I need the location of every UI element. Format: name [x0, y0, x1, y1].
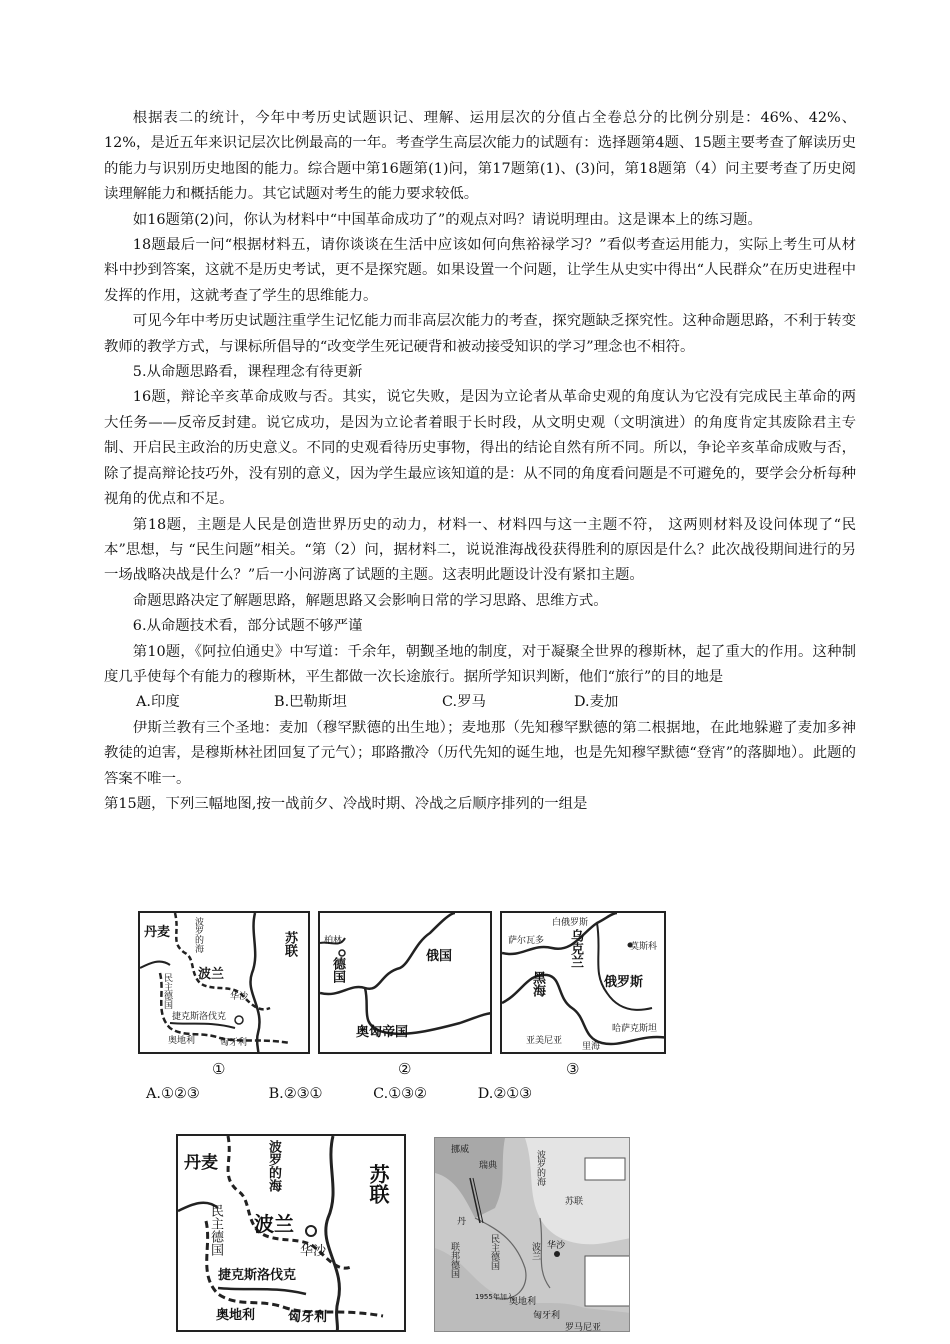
paragraph: 命题思路决定了解题思路，解题思路又会影响日常的学习思路、思维方式。	[132, 592, 608, 609]
label-note: 1955年加入	[475, 1293, 514, 1301]
label-baltic: 波罗的海	[535, 1150, 545, 1186]
label-austria: 奥地利	[216, 1308, 256, 1323]
label-baltic: 波罗的海	[266, 1140, 281, 1192]
label-black-sea: 黑海	[530, 971, 545, 997]
label-austria: 奥地利	[168, 1036, 196, 1046]
label-warsaw: 华沙	[547, 1241, 566, 1251]
label-ussr: 苏联	[366, 1164, 390, 1204]
label-gdr: 民主德国	[208, 1204, 223, 1256]
answer-c: C.①③②	[373, 1086, 427, 1102]
label-warsaw: 华沙	[230, 992, 249, 1002]
label-frg: 联邦德国	[449, 1242, 459, 1278]
map-number-1: ①	[212, 1060, 226, 1078]
paragraph: 第10题，《阿拉伯通史》中写道：千余年，朝觐圣地的制度，对于凝聚全世界的穆斯林，起了重大的作用。这种制度几乎使每个有能力的穆斯林，平生都做一次长途旅行。据所学知识判断，他们“旅行”的目的地是	[104, 643, 856, 685]
map-number-2: ②	[398, 1060, 412, 1078]
label-berlin: 柏林	[324, 936, 343, 946]
answer-d: D.②①③	[477, 1086, 533, 1102]
section-heading: 6.从命题技术看，部分试题不够严谨	[132, 618, 363, 635]
label-poland: 波兰	[530, 1242, 540, 1260]
label-gdr: 民主德国	[162, 973, 172, 1009]
label-austria: 奥地利	[509, 1297, 537, 1307]
map-number-3: ③	[566, 1060, 580, 1078]
label-czech: 捷克斯洛伐克	[218, 1268, 297, 1283]
label-hungary: 匈牙利	[220, 1038, 248, 1048]
paragraph: 第18题，主题是人民是创造世界历史的动力，材料一、材料四与这一主题不符， 这两则材料及设问体现了“民本”思想，与 “民生问题”相关。“第（2）问，据材料二，说说淮海战役获得胜利的原因是什么？此次战役期间进行的另一场战略决战是什么？”后一小问游离了试题的主题。这表明此题设计没有紧扣主题。	[104, 516, 856, 584]
paragraph: 16题，辩论辛亥革命成败与否。其实，说它失败，是因为立论者从革命史观的角度认为它没有完成民主革命的两大任务——反帝反封建。说它成功，是因为立论者着眼于长时段，从文明史观（文明演进）的角度肯定其废除君主专制、开启民主政治的历史意义。不同的史观看待历史事物，得出的结论自然有所不同。所以，争论辛亥革命成败与否，除了提高辩论技巧外，没有别的意义，因为学生最应该知道的是：从不同的角度看问题是不可避免的，要学会分析每种视角的优点和不足。	[104, 389, 856, 508]
paragraph: 如16题第(2)问，你认为材料中“中国革命成功了”的观点对吗？请说明理由。这是课本上的练习题。	[132, 211, 762, 228]
map-reference	[434, 1137, 630, 1332]
option-a: A.印度	[136, 694, 180, 711]
label-hungary: 匈牙利	[288, 1310, 328, 1325]
map-3	[500, 911, 666, 1054]
label-moscow: 莫斯科	[630, 942, 658, 952]
option-d: D.麦加	[574, 694, 619, 711]
label-baltic: 波罗的海	[193, 917, 203, 953]
map-2	[318, 911, 492, 1054]
answer-a: A.①②③	[146, 1086, 200, 1102]
label-hungary: 匈牙利	[533, 1311, 561, 1321]
map-1	[138, 911, 310, 1054]
label-caspian: 里海	[582, 1042, 601, 1052]
label-ukraine: 乌克兰	[568, 929, 583, 968]
answer-b: B.②③①	[268, 1086, 323, 1102]
label-warsaw: 华沙	[300, 1244, 327, 1259]
option-b: B.巴勒斯坦	[274, 694, 347, 711]
label-ussr: 苏联	[565, 1197, 584, 1207]
label-russia: 俄国	[426, 949, 453, 964]
section-heading: 5.从命题思路看，课程理念有待更新	[132, 364, 363, 381]
label-austria-hungary: 奥匈帝国	[356, 1025, 409, 1040]
label-kazakhstan: 哈萨克斯坦	[612, 1024, 658, 1034]
label-armenia: 亚美尼亚	[526, 1036, 563, 1046]
question-options	[104, 690, 856, 715]
map-1-enlarged	[176, 1134, 406, 1332]
label-sarajevo: 萨尔瓦多	[508, 936, 545, 946]
question-15: 第15题，下列三幅地图,按一战前夕、冷战时期、冷战之后顺序排列的一组是	[104, 795, 588, 812]
label-gdr: 民主德国	[489, 1234, 499, 1270]
paragraph: 伊斯兰教有三个圣地：麦加（穆罕默德的出生地）；麦地那（先知穆罕默德的第二根据地，在此地躲避了麦加多神教徒的迫害，是穆斯林社团回复了元气）；耶路撒冷（历代先知的诞生地，也是先知穆罕默德“登宵”的落脚地）。此题的答案不唯一。	[104, 719, 856, 787]
label-denmark: 丹麦	[184, 1153, 218, 1173]
option-c: C.罗马	[442, 694, 486, 711]
paragraph: 18题最后一问“根据材料五，请你谈谈在生活中应该如何向焦裕禄学习？”看似考查运用能力，实际上考生可从材料中抄到答案，这就不是历史考试，更不是探究题。如果设置一个问题，让学生从史实中得出“人民群众”在历史进程中发挥的作用，这就考查了学生的思维能力。	[104, 237, 856, 304]
paragraph: 根据表二的统计，今年中考历史试题识记、理解、运用层次的分值占全卷总分的比例分别是：46%、42%、12%，是近五年来识记层次比例最高的一年。考查学生高层次能力的试题有：选择题第4题、15题主要考查了解读历史的能力与识别历史地图的能力。综合题中第16题第(1)问，第17题第(1)、(3)问，第18题第（4）问主要考查了历史阅读理解能力和概括能力。其它试题对考生的能力要求较低。	[104, 110, 856, 203]
label-poland: 波兰	[198, 967, 225, 982]
label-ussr: 苏联	[282, 931, 297, 957]
label-denmark: 丹	[457, 1217, 467, 1227]
label-russia-3: 俄罗斯	[604, 975, 644, 990]
question-15-answers	[146, 1086, 578, 1102]
paragraph: 可见今年中考历史试题注重学生记忆能力而非高层次能力的考查，探究题缺乏探究性。这种命题思路，不利于转变教师的教学方式，与课标所倡导的“改变学生死记硬背和被动接受知识的学习”理念也不相符。	[104, 313, 856, 355]
label-sweden: 瑞典	[479, 1161, 498, 1171]
label-denmark: 丹麦	[144, 925, 171, 940]
body-text	[104, 106, 856, 817]
label-romania: 罗马尼亚	[565, 1323, 602, 1332]
label-norway: 挪威	[451, 1145, 470, 1155]
label-czech: 捷克斯洛伐克	[172, 1012, 227, 1022]
label-germany: 德国	[330, 957, 345, 983]
label-belarus: 白俄罗斯	[552, 918, 589, 928]
label-poland: 波兰	[254, 1212, 294, 1236]
